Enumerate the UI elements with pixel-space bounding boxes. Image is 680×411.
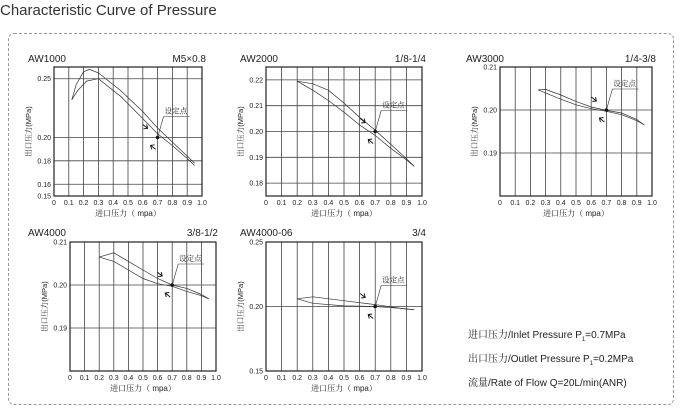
- x-tick-label: 0.3: [540, 200, 551, 207]
- chart-model-title: AW2000: [240, 54, 278, 65]
- chart-aw1000: [24, 52, 210, 227]
- x-tick-label: 0.9: [631, 200, 642, 207]
- y-tick-label: 0.19: [249, 154, 263, 162]
- x-tick-label: 0.5: [571, 200, 581, 207]
- x-tick-label: 0.7: [601, 200, 612, 207]
- x-tick-label: 0.6: [354, 200, 365, 207]
- inlet-pressure-subscript: 1: [581, 337, 586, 343]
- chart-model-title: AW4000-06: [240, 228, 293, 239]
- y-tick-label: 0.25: [249, 239, 263, 247]
- chart-aw3000-svg: [462, 52, 660, 227]
- x-tick-label: 0.6: [354, 375, 365, 382]
- set-point-leader: [172, 264, 178, 285]
- x-tick-label: 0.4: [108, 200, 119, 207]
- x-tick-label: 0.6: [137, 200, 148, 207]
- x-tick-label: 0.9: [196, 375, 207, 382]
- x-tick-label: 0.1: [63, 200, 74, 207]
- x-tick-label: 1.0: [417, 375, 427, 382]
- x-tick-label: 0.2: [94, 375, 105, 382]
- inlet-pressure-label: 进口压力/Inlet Pressure P: [468, 330, 582, 341]
- x-tick-label: 0.6: [586, 200, 597, 207]
- x-tick-label: 0.1: [276, 375, 287, 382]
- chart-model-title: AW1000: [28, 54, 66, 65]
- arrow-icon: [599, 118, 604, 123]
- series-line-fall: [297, 299, 414, 310]
- y-tick-label: 0.21: [249, 103, 263, 111]
- x-axis-label: 进口压力（ mpa）: [95, 209, 161, 218]
- y-tick-label: 0.16: [37, 181, 51, 189]
- inlet-pressure-note: [468, 326, 633, 350]
- x-tick-label: 0: [264, 375, 268, 382]
- inlet-pressure-value: =0.7MPa: [585, 330, 626, 341]
- y-tick-label: 0.20: [483, 107, 497, 115]
- set-point-leader: [606, 89, 612, 110]
- set-point-label: 设定点: [164, 106, 188, 116]
- x-tick-label: 0.3: [108, 375, 119, 382]
- page-title: Characteristic Curve of Pressure: [0, 2, 217, 19]
- chart-port-size: 1/4-3/8: [624, 54, 656, 65]
- arrow-icon: [360, 119, 365, 124]
- x-tick-label: 0.5: [339, 375, 349, 382]
- set-point-label: 设定点: [382, 100, 405, 110]
- x-tick-label: 1.0: [647, 200, 657, 207]
- y-axis-label: 出口压力(MPa): [236, 281, 245, 332]
- set-point-label: 设定点: [613, 79, 636, 88]
- x-tick-label: 0.5: [339, 200, 349, 207]
- chart-aw3000: [462, 52, 660, 227]
- arrow-icon: [143, 124, 148, 129]
- chart-aw2000: [236, 52, 430, 227]
- x-tick-label: 0.4: [323, 375, 334, 382]
- y-tick-label: 0.18: [37, 158, 51, 166]
- chart-aw2000-svg: [236, 52, 430, 227]
- x-tick-label: 1.0: [211, 375, 221, 382]
- chart-aw4000-06: [236, 226, 430, 396]
- x-tick-label: 0.8: [385, 375, 396, 382]
- x-tick-label: 0.7: [370, 200, 381, 207]
- chart-aw4000: [24, 226, 224, 396]
- x-tick-label: 0.2: [525, 200, 536, 207]
- x-tick-label: 0.9: [401, 375, 412, 382]
- series-line-rise: [297, 81, 414, 166]
- x-tick-label: 0.1: [276, 200, 287, 207]
- x-tick-label: 0.9: [182, 200, 193, 207]
- y-tick-label: 0.21: [53, 239, 67, 247]
- y-tick-label: 0.20: [37, 134, 51, 142]
- y-axis-label: 出口压力(MPa): [24, 106, 33, 157]
- chart-port-size: 1/8-1/4: [394, 54, 426, 65]
- outlet-pressure-subscript: 1: [589, 361, 594, 367]
- x-tick-label: 0.5: [138, 375, 148, 382]
- arrow-icon: [368, 139, 373, 144]
- y-tick-label: 0.19: [483, 150, 497, 158]
- outlet-pressure-note: [468, 350, 633, 374]
- y-tick-label: 0.25: [37, 76, 51, 84]
- test-conditions: [468, 326, 633, 394]
- y-tick-label: 0.21: [483, 64, 497, 72]
- y-tick-label: 0.20: [249, 129, 263, 136]
- set-point-label: 设定点: [179, 254, 202, 263]
- x-tick-label: 1.0: [417, 200, 427, 207]
- arrow-icon: [591, 97, 596, 102]
- set-point-leader: [375, 286, 381, 307]
- y-tick-label: 0.20: [249, 304, 263, 311]
- x-tick-label: 0.2: [292, 375, 303, 382]
- x-tick-label: 0.7: [370, 375, 381, 382]
- x-tick-label: 0: [52, 200, 56, 207]
- chart-port-size: M5×0.8: [172, 54, 206, 65]
- chart-port-size: 3/4: [412, 228, 426, 239]
- outlet-pressure-label: 出口压力/Outlet Pressure P: [468, 354, 590, 365]
- y-tick-label: 0.22: [249, 77, 263, 85]
- y-tick-label: 0.15: [249, 368, 263, 376]
- series-line-fall: [99, 257, 209, 299]
- x-tick-label: 0.6: [152, 375, 163, 382]
- set-point-leader: [158, 116, 164, 137]
- series-line-fall: [297, 81, 414, 166]
- x-axis-label: 进口压力（ mpa）: [311, 384, 377, 393]
- arrow-icon: [151, 145, 156, 150]
- x-tick-label: 0: [498, 200, 502, 207]
- y-tick-label: 0.15: [37, 193, 51, 201]
- x-tick-label: 0.3: [93, 200, 104, 207]
- y-axis-label: 出口压力(MPa): [236, 106, 245, 157]
- y-tick-label: 0.19: [53, 325, 67, 333]
- x-tick-label: 0.8: [616, 200, 627, 207]
- x-tick-label: 0.8: [385, 200, 396, 207]
- x-tick-label: 0: [68, 375, 72, 382]
- outlet-pressure-value: =0.2MPa: [593, 354, 634, 365]
- x-tick-label: 0.2: [78, 200, 89, 207]
- x-axis-label: 进口压力（ mpa）: [110, 384, 176, 393]
- chart-model-title: AW4000: [28, 228, 66, 239]
- chart-aw4000-06-svg: [236, 226, 430, 396]
- x-tick-label: 0.1: [79, 375, 90, 382]
- flow-rate-note: 流量/Rate of Flow Q=20L/min(ANR): [468, 378, 627, 389]
- arrow-icon: [165, 293, 170, 298]
- series-line-fall: [72, 79, 195, 166]
- x-tick-label: 0.4: [555, 200, 566, 207]
- x-tick-label: 0: [264, 200, 268, 207]
- x-axis-label: 进口压力（ mpa）: [311, 209, 377, 218]
- x-tick-label: 0.2: [292, 200, 303, 207]
- chart-port-size: 3/8-1/2: [186, 228, 218, 239]
- arrow-icon: [360, 294, 365, 299]
- x-tick-label: 0.5: [123, 200, 133, 207]
- y-axis-label: 出口压力(MPa): [40, 281, 49, 332]
- x-tick-label: 0.7: [167, 375, 178, 382]
- chart-model-title: AW3000: [466, 54, 504, 65]
- x-tick-label: 0.4: [323, 200, 334, 207]
- x-tick-label: 1.0: [197, 200, 207, 207]
- x-tick-label: 0.9: [401, 200, 412, 207]
- set-point-leader: [375, 111, 381, 132]
- chart-aw4000-svg: [24, 226, 224, 396]
- x-tick-label: 0.3: [307, 375, 318, 382]
- x-tick-label: 0.3: [307, 200, 318, 207]
- chart-aw1000-svg: [24, 52, 210, 227]
- set-point-label: 设定点: [382, 275, 405, 285]
- arrow-icon: [368, 314, 373, 319]
- x-axis-label: 进口压力（ mpa）: [543, 209, 609, 218]
- y-tick-label: 0.20: [53, 282, 67, 290]
- y-axis-label: 出口压力(MPa): [470, 106, 479, 157]
- x-tick-label: 0.1: [510, 200, 521, 207]
- x-tick-label: 0.8: [181, 375, 192, 382]
- y-tick-label: 0.18: [249, 180, 263, 188]
- x-tick-label: 0.7: [152, 200, 163, 207]
- x-tick-label: 0.8: [167, 200, 178, 207]
- x-tick-label: 0.4: [123, 375, 134, 382]
